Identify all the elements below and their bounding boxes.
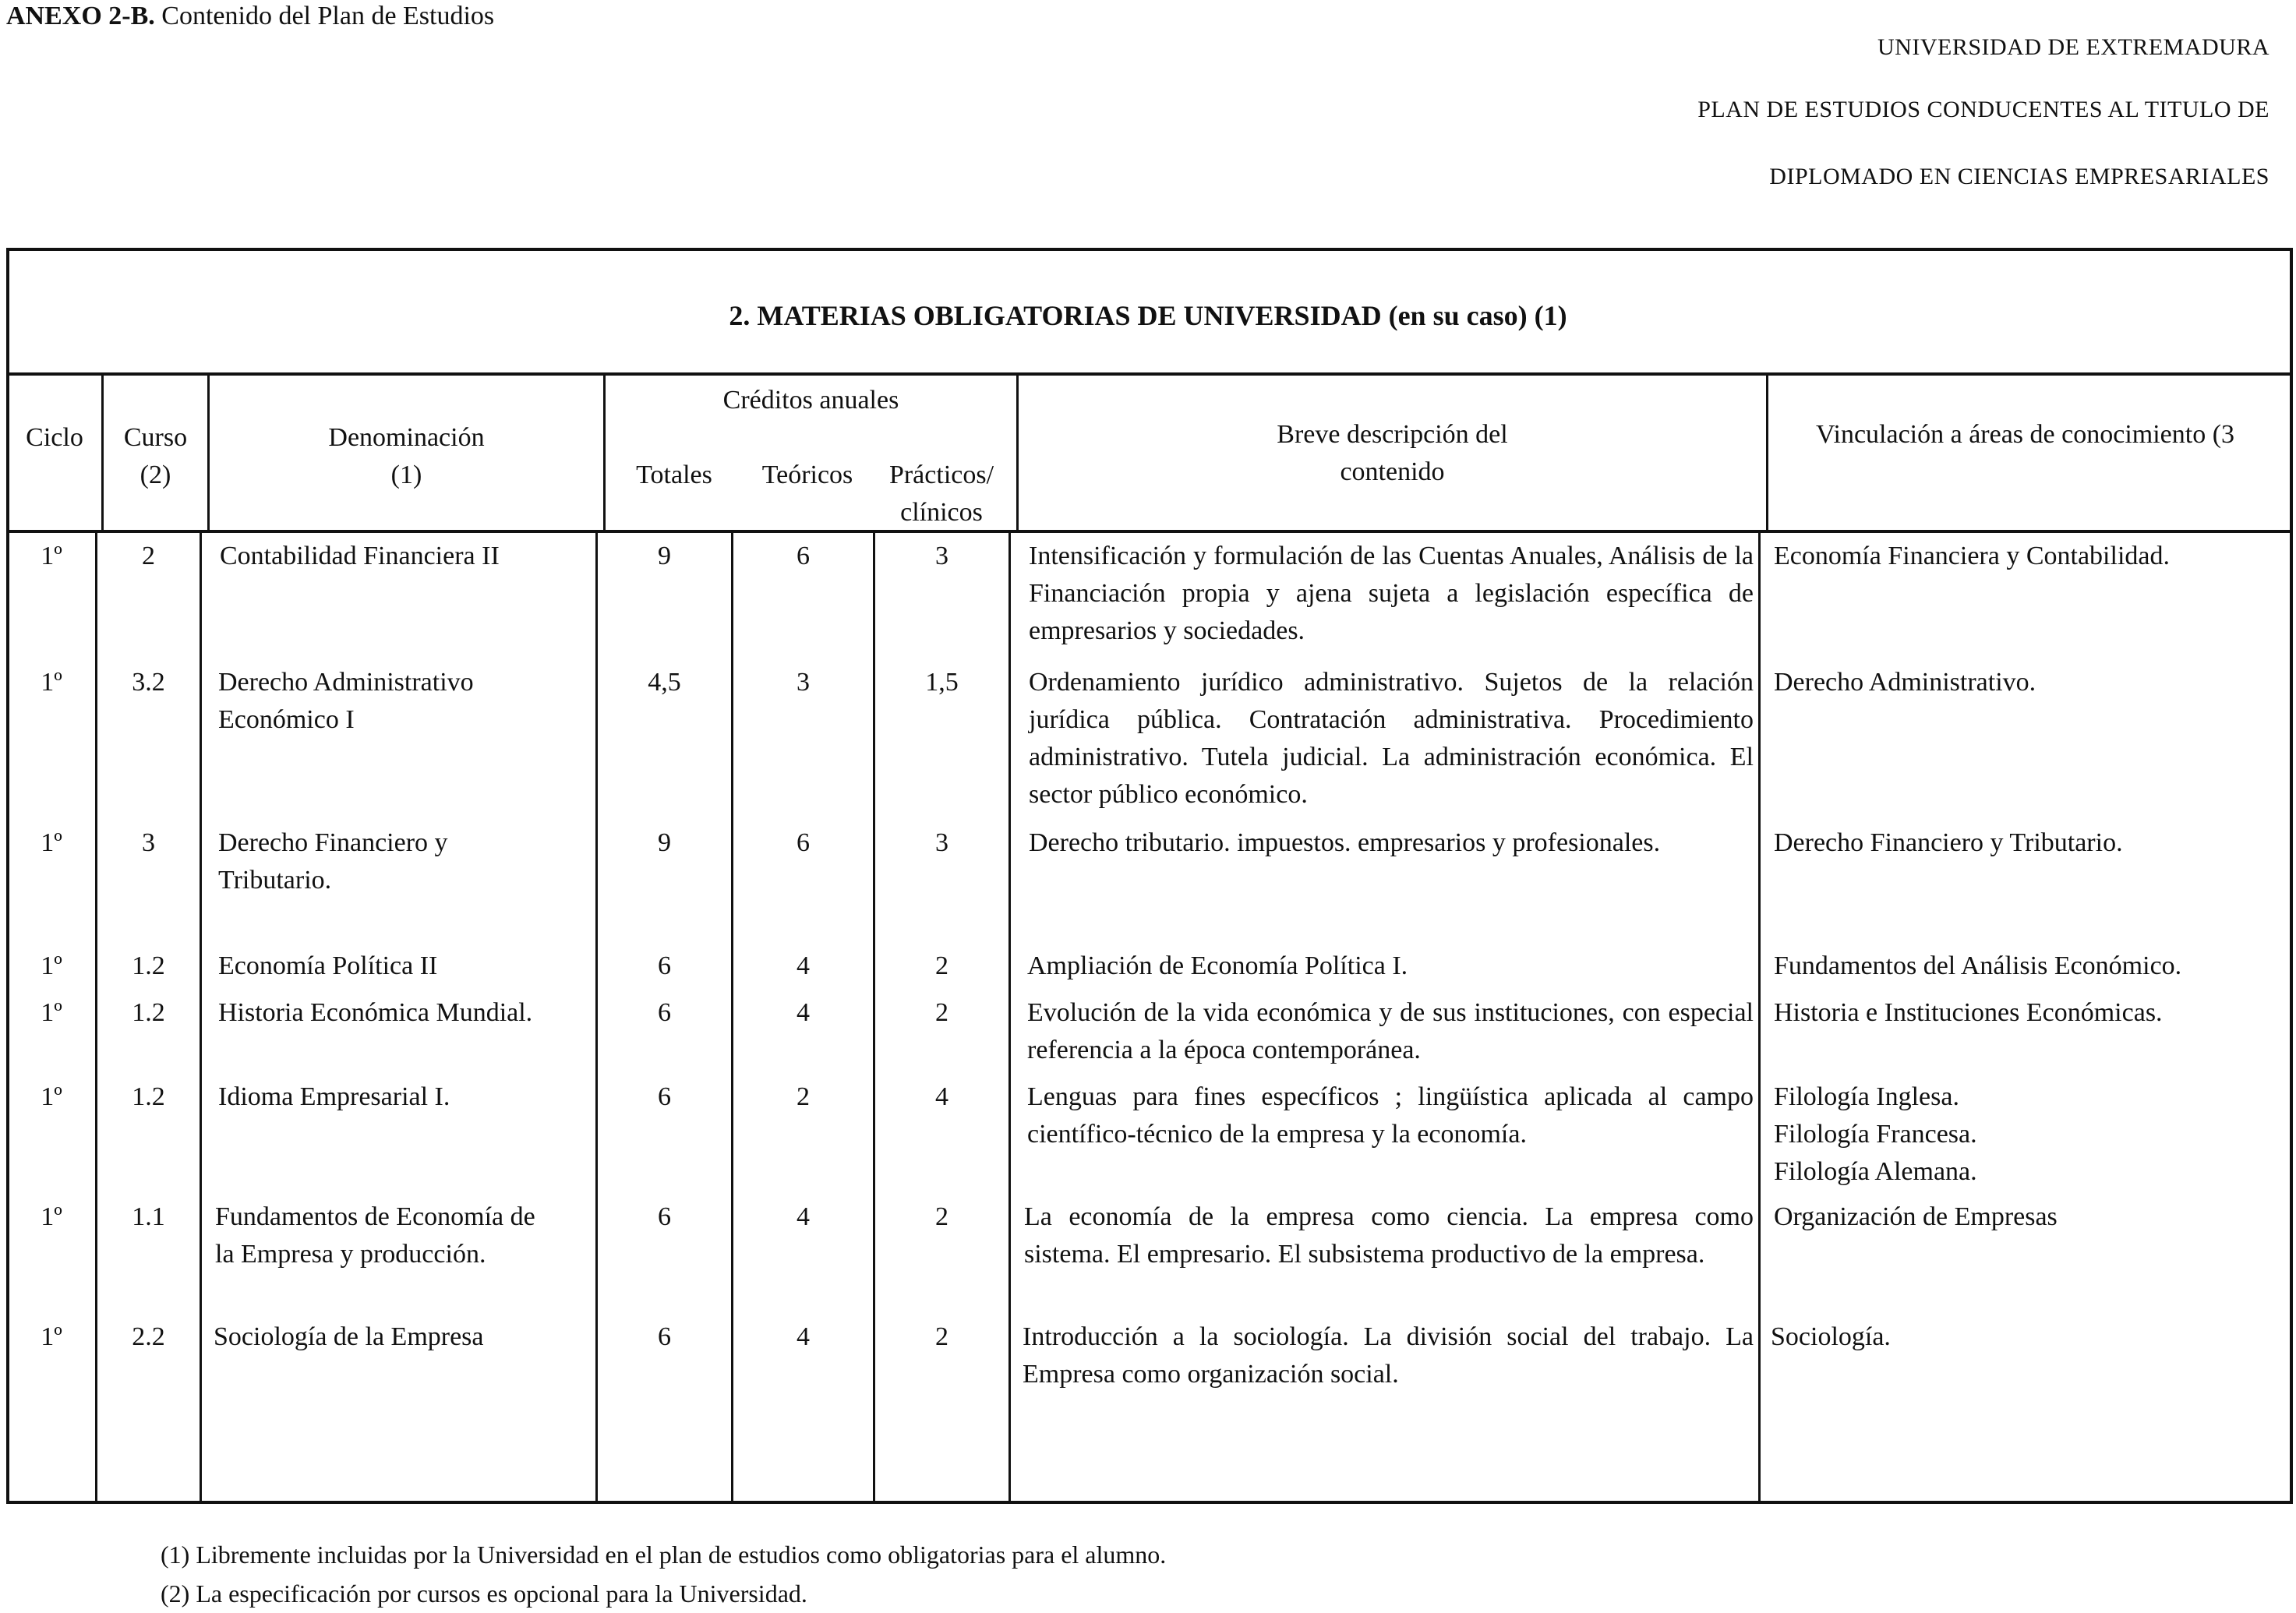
col-rule (200, 531, 202, 1504)
footnotes (161, 1535, 1166, 1613)
row3-totales: 9 (658, 828, 671, 857)
col-rule (1766, 374, 1768, 531)
row1-totales: 9 (658, 542, 671, 570)
row2-denominacion-line: Derecho Administrativo (218, 668, 474, 697)
header-curso: Curso (123, 423, 188, 452)
row4-totales: 6 (658, 951, 671, 980)
header-denominacion: Denominación (328, 423, 485, 452)
row7-ciclo: 1º (41, 1202, 62, 1231)
row1-practicos: 3 (935, 542, 948, 570)
row5-descripcion: Evolución de la vida económica y de sus instituciones, con especial referencia a la época contemporánea. (1027, 998, 1754, 1064)
row7-denominacion (215, 1198, 594, 1273)
row1-curso: 2 (142, 542, 155, 570)
annex-label: ANEXO 2-B. (6, 2, 155, 30)
title-divider (6, 372, 2293, 376)
row6-ciclo: 1º (41, 1082, 62, 1111)
row5-denominacion (218, 994, 592, 1032)
row1-teoricos: 6 (797, 542, 810, 570)
row2-practicos: 1,5 (925, 668, 959, 697)
row7-descripcion: La economía de la empresa como ciencia. La empresa como sistema. El empresario. El subsistema productivo de la empresa. (1024, 1202, 1754, 1269)
row8-areas (1771, 1318, 2285, 1356)
header-teoricos: Teóricos (761, 461, 853, 489)
row3-area: Derecho Financiero y Tributario. (1774, 828, 2123, 857)
row2-descripcion: Ordenamiento jurídico administrativo. Sujetos de la relación jurídica pública. Contratación administrativa. Procedimiento administrativo. Tutela judicial. La administración económica. El sector público económico. (1029, 668, 1754, 809)
row4-ciclo: 1º (41, 951, 62, 980)
row8-denominacion (214, 1318, 592, 1356)
row6-area: Filología Francesa. (1774, 1120, 1977, 1149)
row2-curso: 3.2 (132, 668, 165, 697)
row2-teoricos: 3 (797, 668, 810, 697)
row5-denominacion-line: Historia Económica Mundial. (218, 998, 533, 1027)
row6-denominacion (218, 1078, 592, 1116)
row8-curso: 2.2 (132, 1322, 165, 1351)
row3-curso: 3 (142, 828, 155, 857)
row8-ciclo: 1º (41, 1322, 62, 1351)
row1-denominacion-line: Contabilidad Financiera II (220, 542, 500, 570)
row7-curso: 1.1 (132, 1202, 165, 1231)
row4-teoricos: 4 (797, 951, 810, 980)
row8-denominacion-line: Sociología de la Empresa (214, 1322, 484, 1351)
row2-denominacion-line: Económico I (218, 705, 355, 734)
row8-area: Sociología. (1771, 1322, 1891, 1351)
header-totales: Totales (636, 461, 712, 489)
row4-practicos: 2 (935, 951, 948, 980)
row4-curso: 1.2 (132, 951, 165, 980)
header-descripcion-1: Breve descripción del (1277, 420, 1508, 449)
university-name: UNIVERSIDAD DE EXTREMADURA (1877, 34, 2270, 60)
row2-areas (1774, 664, 2288, 701)
header-practicos-2: clínicos (900, 498, 983, 527)
row7-denominacion-line: la Empresa y producción. (215, 1240, 486, 1269)
row6-curso: 1.2 (132, 1082, 165, 1111)
header-divider (6, 530, 2293, 533)
row3-areas (1774, 824, 2288, 862)
row4-area: Fundamentos del Análisis Económico. (1774, 951, 2182, 980)
row5-ciclo: 1º (41, 998, 62, 1027)
header-denominacion-note: (1) (390, 461, 422, 489)
footnote-2: (2) La especificación por cursos es opcional para la Universidad. (161, 1579, 807, 1608)
row8-descripcion: Introducción a la sociología. La división social del trabajo. La Empresa como organización social. (1023, 1322, 1754, 1389)
row6-denominacion-line: Idioma Empresarial I. (218, 1082, 450, 1111)
row7-area: Organización de Empresas (1774, 1202, 2058, 1231)
row2-totales: 4,5 (648, 668, 681, 697)
plan-title-line1: PLAN DE ESTUDIOS CONDUCENTES AL TITULO DE (1697, 97, 2270, 122)
row2-ciclo: 1º (41, 668, 62, 697)
row7-totales: 6 (658, 1202, 671, 1231)
row2-area: Derecho Administrativo. (1774, 668, 2036, 697)
row7-areas (1774, 1198, 2288, 1236)
header-vinculacion: Vinculación a áreas de conocimiento (3 (1816, 420, 2235, 449)
header-creditos: Créditos anuales (722, 386, 899, 415)
row7-denominacion-line: Fundamentos de Economía de (215, 1202, 535, 1231)
row3-ciclo: 1º (41, 828, 62, 857)
row7-teoricos: 4 (797, 1202, 810, 1231)
row1-area: Economía Financiera y Contabilidad. (1774, 542, 2170, 570)
table-title: 2. MATERIAS OBLIGATORIAS DE UNIVERSIDAD (en su caso) (1) (729, 300, 1567, 331)
row4-descripcion: Ampliación de Economía Política I. (1027, 951, 1408, 980)
row3-denominacion-line: Derecho Financiero y (218, 828, 448, 857)
row5-totales: 6 (658, 998, 671, 1027)
row1-descripcion: Intensificación y formulación de las Cuentas Anuales, Análisis de la Financiación propia y ajena sujeta a legislación específica de empresarios y sociedades. (1029, 542, 1754, 645)
row6-area: Filología Inglesa. (1774, 1082, 1959, 1111)
header-practicos-1: Prácticos/ (888, 461, 994, 489)
row6-totales: 6 (658, 1082, 671, 1111)
row1-ciclo: 1º (41, 542, 62, 570)
row1-areas (1774, 538, 2288, 575)
row3-practicos: 3 (935, 828, 948, 857)
row6-teoricos: 2 (797, 1082, 810, 1111)
header-ciclo: Ciclo (26, 423, 83, 452)
row8-practicos: 2 (935, 1322, 948, 1351)
row3-teoricos: 6 (797, 828, 810, 857)
row4-denominacion-line: Economía Política II (218, 951, 438, 980)
row5-areas (1774, 994, 2288, 1032)
annex-title: Contenido del Plan de Estudios (161, 2, 495, 30)
row3-descripcion: Derecho tributario. impuestos. empresarios y profesionales. (1029, 828, 1661, 857)
header-descripcion-2: contenido (1340, 457, 1445, 486)
row8-totales: 6 (658, 1322, 671, 1351)
row6-descripcion: Lenguas para fines específicos ; lingüística aplicada al campo científico-técnico de la empresa y la economía. (1027, 1082, 1754, 1149)
row5-practicos: 2 (935, 998, 948, 1027)
row5-teoricos: 4 (797, 998, 810, 1027)
row2-denominacion (218, 664, 592, 739)
row6-area: Filología Alemana. (1774, 1157, 1977, 1186)
annex-heading (6, 2, 494, 31)
row8-teoricos: 4 (797, 1322, 810, 1351)
row4-denominacion (218, 948, 592, 985)
row6-areas (1774, 1078, 2288, 1191)
row5-area: Historia e Instituciones Económicas. (1774, 998, 2163, 1027)
header-curso-note: (2) (140, 461, 171, 489)
row1-denominacion (220, 538, 594, 575)
row7-practicos: 2 (935, 1202, 948, 1231)
row3-denominacion (218, 824, 592, 899)
row3-denominacion-line: Tributario. (218, 866, 332, 895)
row4-areas (1774, 948, 2288, 985)
row5-curso: 1.2 (132, 998, 165, 1027)
footnote-1: (1) Libremente incluidas por la Universidad en el plan de estudios como obligatorias para el alumno. (161, 1541, 1167, 1569)
plan-title-line2: DIPLOMADO EN CIENCIAS EMPRESARIALES (1769, 164, 2270, 189)
col-rule (1758, 531, 1761, 1504)
row6-practicos: 4 (935, 1082, 948, 1111)
col-rule (1008, 531, 1011, 1504)
